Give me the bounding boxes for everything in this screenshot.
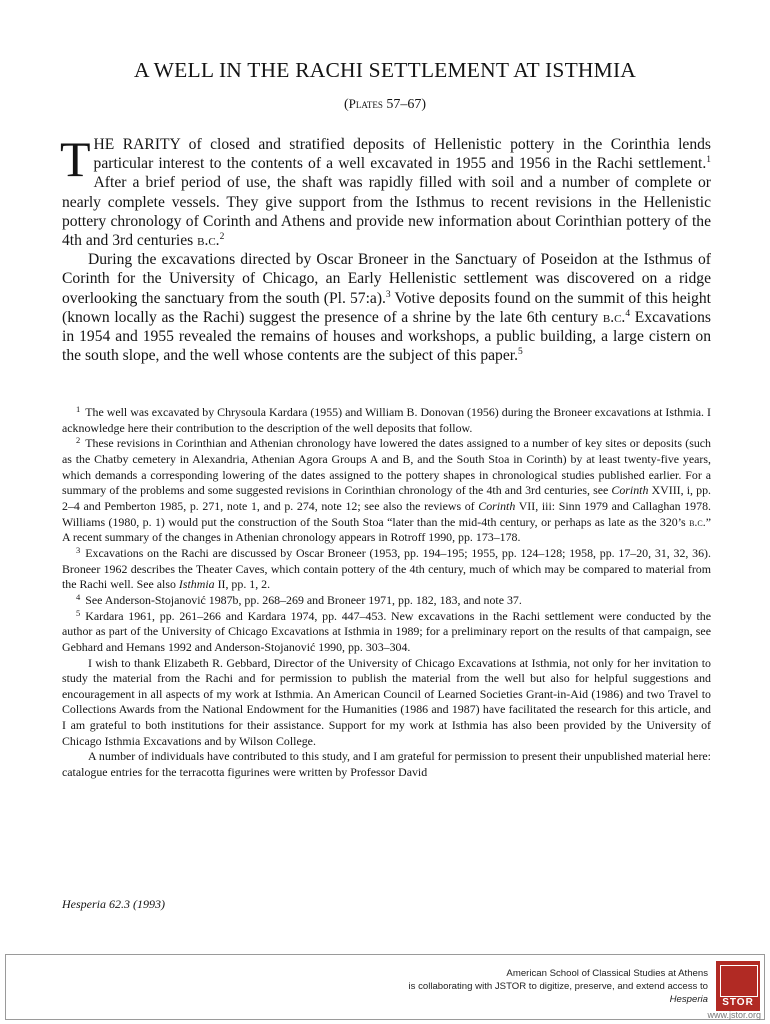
footnote-3-text-2: II, pp. 1, 2. [214,577,271,592]
footnote-1 [62,405,711,436]
footnote-5-text: Kardara 1961, pp. 261–266 and Kardara 1974, pp. 447–453. New excavations in the Rachi settlement were conducted by the author as part of the University of Chicago Excavations at Isthmia in 1989; for a preliminary report on the results of that campaign, see Gebhard and Hemans 1992 and Anderson-Stojanović 1990, pp. 303–304. [62,608,711,654]
p2-text-3: Excavations in 1954 and 1955 revealed the remains of houses and workshops, a public building, a large cistern on the south slope, and the well whose contents are the subject of this paper. [62,308,711,365]
plates-open: ( [343,97,349,112]
body-paragraph-2 [62,250,711,365]
acknowledgement-2: A number of individuals have contributed to this study, and I am grateful for permission to present their unpublished material here: catalogue entries for the terracotta figurines were written by Professor David [62,749,711,780]
plates-close: ) [421,97,427,112]
footnote-2-text-1: These revisions in Corinthian and Athenian chronology have lowered the dates assigned to a number of key sites or deposits (such as the Chatby cemetery in Alexandria, Athenian Agora Groups A and B, and the South Stoa in Corinth) by at least twenty-five years, which demands a corresponding lowering of the dates assigned to the pottery shapes in chronological studies published earlier. For a summary of the problems and some suggested revisions in Corinthian chronology of the 4th and 3rd centuries, see [62,436,711,498]
footnote-2-text-4: ” A recent summary of the changes in Athenian chronology appears in Rotroff 1990, pp. 173–178. [62,514,711,545]
footnote-5-number: 5 [76,607,81,618]
jstor-logo-text: STOR [722,997,754,1008]
drop-cap: T [60,131,91,187]
lead-in: HE RARITY [93,136,181,153]
footnote-ref-4[interactable]: 4 [625,308,631,319]
footnote-3-text-1: Excavations on the Rachi are discussed by Oscar Broneer (1953, pp. 194–195; 1955, pp. 124–128; 1958, pp. 17–20, 31, 32, 36). Broneer 1962 describes the Theater Caves, which contain pottery of the 4th century, much of which may be compared to material from the Rachi well. See also [62,545,711,592]
article-title: A WELL IN THE RACHI SETTLEMENT AT ISTHMIA [133,58,637,82]
footer-line-1: American School of Classical Studies at Athens [506,968,708,979]
footnote-ref-1[interactable]: 1 [706,155,711,166]
footer-text [408,967,708,1006]
p2-text-1: During the excavations directed by Oscar Broneer in the Sanctuary of Poseidon at the Isthmus of Corinth for the University of Chicago, an Early Hellenistic settlement was discovered on a ridge overlooking the sanctuary from the south (Pl. 57:a). [62,251,711,307]
jstor-logo[interactable] [716,961,760,1011]
footnote-ref-3[interactable]: 3 [385,289,391,300]
footnote-1-text: The well was excavated by Chrysoula Kardara (1955) and William B. Donovan (1956) during the Broneer excavations at Isthmia. I acknowledge here their contribution to the description of the well deposits that follow. [62,405,711,435]
footnote-4-text: See Anderson-Stojanović 1987b, pp. 268–269 and Broneer 1971, pp. 182, 183, and note 37. [85,592,522,607]
footnote-3-italic: Isthmia [178,577,215,592]
jstor-footer [5,954,765,1020]
footnote-2-text-2: XVIII, i, pp. 2–4 and Pemberton 1985, p. 271, note 1, and p. 274, note 12; see also the reviews of [62,483,712,513]
p2-era: b.c. [602,308,626,326]
p1-era: b.c. [197,232,220,250]
footer-line-3[interactable]: Hesperia [669,994,708,1005]
footnote-2-text-3: VII, iii: Sinn 1979 and Callaghan 1978. Williams (1980, p. 1) would put the construction of the South Stoa “later than the mid-4th century, or perhaps as late as the 320’s [62,498,711,529]
plates-reference [0,96,770,113]
footer-line-2: is collaborating with JSTOR to digitize, preserve, and extend access to [408,981,708,992]
footnote-5 [62,609,711,656]
footnotes [62,405,711,781]
footnote-ref-5[interactable]: 5 [518,347,523,358]
footnote-2-era: b.c. [689,514,706,529]
plates-label: Plates [348,96,383,111]
body-paragraph-1 [60,131,711,250]
acknowledgement-1: I wish to thank Elizabeth R. Gebbard, Director of the University of Chicago Excavations at Isthmia, not only for her invitation to study the material from the Rachi and for permission to publish the material from the well but also for helpful suggestions and encouragement in all aspects of my work at Isthmia. An American Council of Learned Societies Grant-in-Aid (1986) and two Travel to Collections Awards from the National Endowment for the Humanities (1986 and 1987) have facilitated the research for this article, and I am grateful to both institutions for their assistance. Support for my work at Isthmia has also been provided by the University of Chicago Isthmia Excavations and by Wilson College. [62,655,711,748]
footnote-2-number: 2 [76,435,81,446]
p1-text-2: After a brief period of use, the shaft was rapidly filled with soil and a number of complete or nearly complete vessels. They give support from the Isthmus to recent revisions in the Hellenistic pottery chronology of Corinth and Athens and provide new information about Corinthian pottery of the 4th and 3rd centuries [62,174,711,250]
article-body [60,131,711,365]
footnote-3 [62,546,711,593]
footnote-3-number: 3 [76,544,81,555]
jstor-url-link[interactable]: www.jstor.org [707,1010,761,1020]
p1-text-1: of closed and stratified deposits of Hellenistic pottery in the Corinthia lends particular interest to the contents of a well excavated in 1955 and 1956 in the Rachi settlement. [93,136,711,173]
plates-range: 57–67 [386,97,422,112]
p2-text-2: Votive deposits found on the summit of this height (known locally as the Rachi) suggest the presence of a shrine by the late 6th century [62,289,711,326]
jstor-logo-frame [720,965,758,997]
footnote-1-number: 1 [76,404,81,414]
footnote-2-italic-1: Corinth [611,483,649,498]
footnote-2 [62,436,711,546]
footnote-ref-2[interactable]: 2 [219,232,225,243]
footnote-2-italic-2: Corinth [478,498,516,513]
journal-citation: Hesperia 62.3 (1993) [62,897,165,911]
footnote-4-number: 4 [76,591,81,602]
footnote-4 [62,593,711,609]
